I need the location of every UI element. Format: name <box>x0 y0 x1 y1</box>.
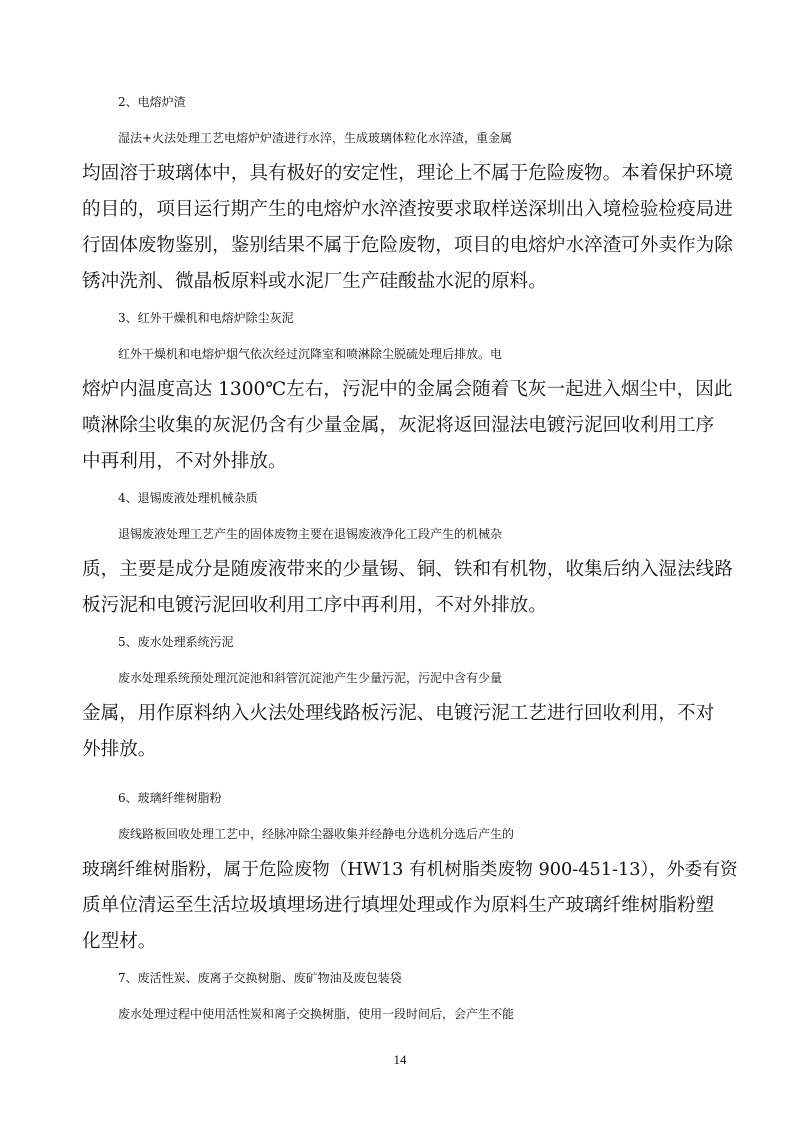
paragraph-line: 中再利用，不对外排放。 <box>82 451 287 472</box>
paragraph-line: 玻璃纤维树脂粉，属于危险废物（HW13 有机树脂类废物 900-451-13），外委有资 <box>82 860 738 880</box>
paragraph-line: 锈冲洗剂、微晶板原料或水泥厂生产硅酸盐水泥的原料。 <box>82 271 547 292</box>
section-heading: 4、退锡废液处理机械杂质 <box>118 491 258 505</box>
paragraph-line: 质单位清运至生活垃圾填埋场进行填埋处理或作为原料生产玻璃纤维树脂粉塑 <box>82 895 715 916</box>
paragraph-line: 化型材。 <box>82 931 157 952</box>
paragraph-line: 金属，用作原料纳入火法处理线路板污泥、电镀污泥工艺进行回收利用，不对 <box>82 703 715 724</box>
page-number: 14 <box>393 1052 407 1067</box>
paragraph-line: 质，主要是成分是随废液带来的少量锡、铜、铁和有机物，收集后纳入湿法线路 <box>82 559 733 580</box>
paragraph-line: 板污泥和电镀污泥回收利用工序中再利用，不对外排放。 <box>82 595 547 616</box>
section-heading: 5、废水处理系统污泥 <box>118 635 234 649</box>
section-heading: 2、电熔炉渣 <box>118 95 186 109</box>
paragraph-line: 废水处理系统预处理沉淀池和斜管沉淀池产生少量污泥，污泥中含有少量 <box>118 671 503 685</box>
paragraph-line: 红外干燥机和电熔炉烟气依次经过沉降室和喷淋除尘脱硫处理后排放。电 <box>118 347 503 361</box>
section-heading: 6、玻璃纤维树脂粉 <box>118 791 222 805</box>
paragraph-line: 外排放。 <box>82 739 157 760</box>
paragraph-line: 均固溶于玻璃体中，具有极好的安定性，理论上不属于危险废物。本着保护环境 <box>82 163 733 184</box>
paragraph-line: 废水处理过程中使用活性炭和离子交换树脂，使用一段时间后，会产生不能 <box>118 1007 515 1021</box>
paragraph-line: 行固体废物鉴别，鉴别结果不属于危险废物，项目的电熔炉水淬渣可外卖作为除 <box>82 235 733 256</box>
paragraph-line: 湿法+火法处理工艺电熔炉炉渣进行水淬，生成玻璃体粒化水淬渣，重金属 <box>118 131 513 145</box>
section-heading: 7、废活性炭、废离子交换树脂、废矿物油及废包装袋 <box>118 971 402 985</box>
paragraph-line: 废线路板回收处理工艺中，经脉冲除尘器收集并经静电分选机分选后产生的 <box>118 827 515 841</box>
paragraph-line: 退锡废液处理工艺产生的固体废物主要在退锡废液净化工段产生的机械杂 <box>118 527 503 541</box>
paragraph-line: 的目的，项目运行期产生的电熔炉水淬渣按要求取样送深圳出入境检验检疫局进 <box>82 199 733 220</box>
paragraph-line: 喷淋除尘收集的灰泥仍含有少量金属，灰泥将返回湿法电镀污泥回收利用工序 <box>82 415 715 436</box>
paragraph-line: 熔炉内温度高达 1300℃左右，污泥中的金属会随着飞灰一起进入烟尘中，因此 <box>82 379 733 400</box>
section-heading: 3、红外干燥机和电熔炉除尘灰泥 <box>118 311 294 325</box>
